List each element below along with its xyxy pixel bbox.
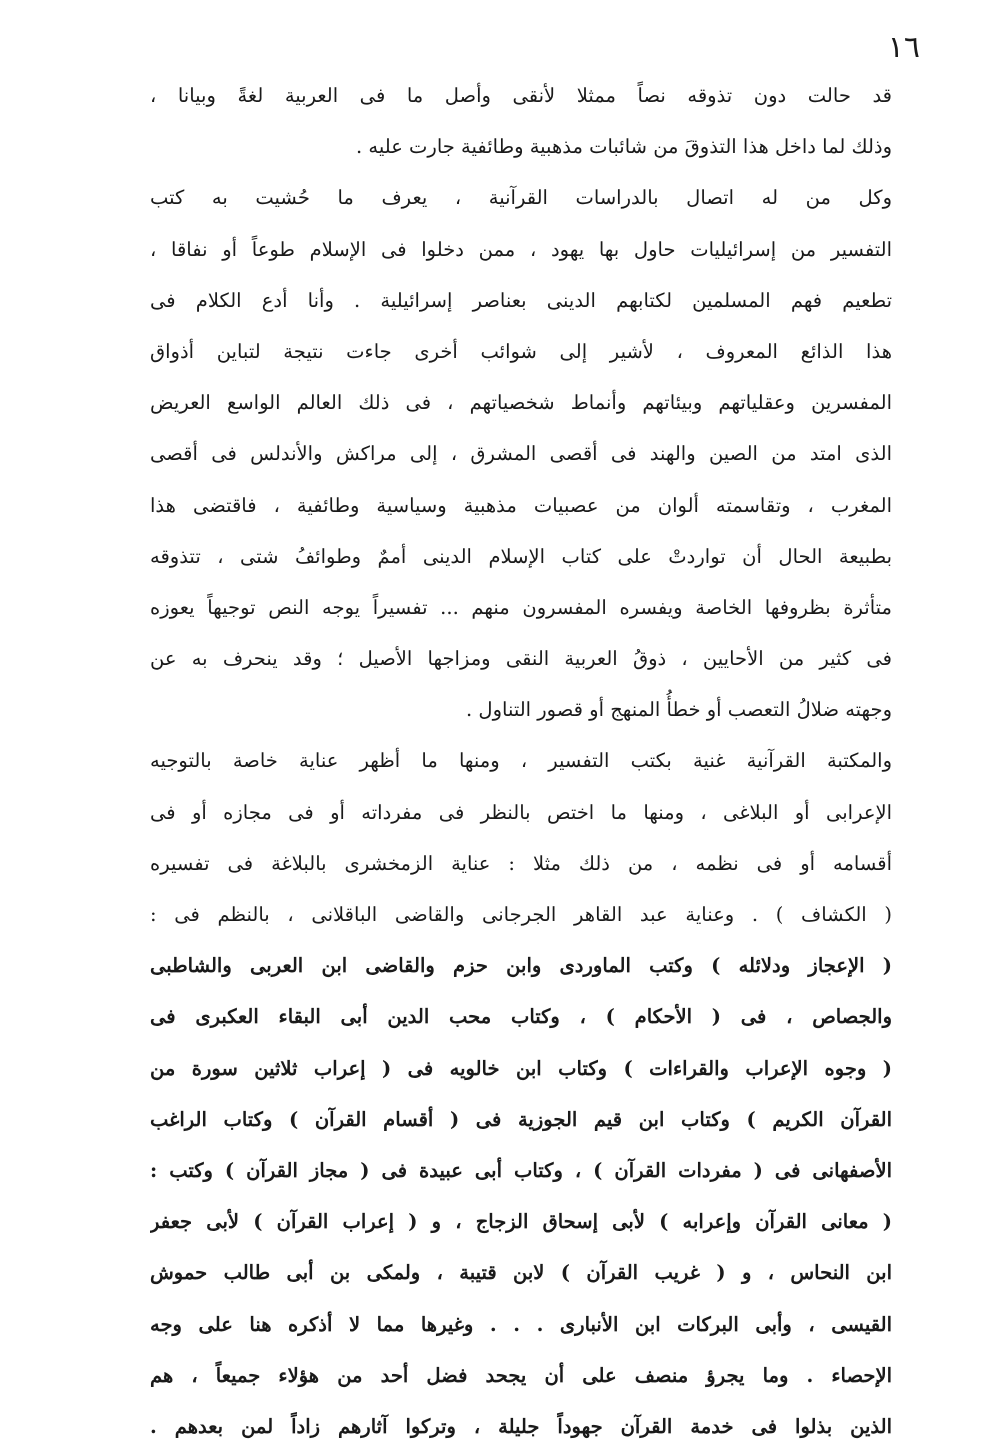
text-line: ( الإعجاز ودلائله ) وكتب الماوردى وابن حزم والقاضى ابن العربى والشاطبى — [150, 954, 892, 978]
text-line: والجصاص ، فى ( الأحكام ) ، وكتاب محب الدين أبى البقاء العكبرى فى — [150, 1005, 892, 1029]
text-line: وكل من له اتصال بالدراسات القرآنية ، يعرف ما حُشيت به كتب — [150, 186, 892, 210]
page-number: ١٦ — [887, 30, 920, 65]
text-line: ( وجوه الإعراب والقراءات ) وكتاب ابن خالويه فى ( إعراب ثلاثين سورة من — [150, 1056, 892, 1080]
text-line: التفسير من إسرائيليات حاول بها يهود ، ممن دخلوا فى الإسلام طوعاً أو نفاقا ، — [150, 237, 892, 261]
text-line: هذا الذائع المعروف ، لأشير إلى شوائب أخرى جاءت نتيجة لتباين أذواق — [150, 339, 892, 363]
text-line: وجهته ضلالُ التعصب أو خطأُ المنهج أو قصور التناول . — [466, 698, 892, 722]
text-line: تطعيم فهم المسلمين لكتابهم الدينى بعناصر إسرائيلية . وأنا أدع الكلام فى — [150, 288, 892, 312]
text-line: المفسرين وعقلياتهم وبيئاتهم وأنماط شخصياتهم ، فى ذلك العالم الواسع العريض — [150, 391, 892, 415]
text-line: الإحصاء . وما يجرؤ منصف على أن يجحد فضل أحد من هؤلاء جميعاً ، هم — [150, 1363, 892, 1387]
text-line: قد حالت دون تذوقه نصاً ممثلا لأنقى وأصل ما فى العربية لغةً وبيانا ، — [150, 84, 892, 107]
text-line: الذين بذلوا فى خدمة القرآن جهوداً جليلة ، وتركوا آثارهم زاداً لمن بعدهم . — [150, 1414, 892, 1438]
text-line: ( معانى القرآن وإعرابه ) لأبى إسحاق الزجاج ، و ( إعراب القرآن ) لأبى جعفر — [150, 1210, 892, 1234]
text-line: متأثرة بظروفها الخاصة ويفسره المفسرون منهم ... تفسيراً يوجه النص توجيهاً يعوزه — [150, 595, 892, 619]
body-text — [150, 70, 892, 1452]
text-line: بطبيعة الحال أن تواردتْ على كتاب الإسلام الدينى أممٌ وطوائفُ شتى ، تتذوقه — [150, 544, 892, 568]
text-line: وذلك لما داخل هذا التذوقَ من شائبات مذهبية وطائفية جارت عليه . — [356, 135, 892, 159]
text-line: الذى امتد من الصين والهند فى أقصى المشرق ، إلى مراكش والأندلس فى أقصى — [150, 442, 892, 466]
text-line: فى كثير من الأحايين ، ذوقُ العربية النقى ومزاجها الأصيل ؛ وقد ينحرف به عن — [150, 647, 892, 671]
text-line: القرآن الكريم ) وكتاب ابن قيم الجوزية فى ( أقسام القرآن ) وكتاب الراغب — [150, 1107, 892, 1131]
text-line: القيسى ، وأبى البركات ابن الأنبارى . . . وغيرها مما لا أذكره هنا على وجه — [150, 1312, 892, 1336]
text-line: ابن النحاس ، و ( غريب القرآن ) لابن قتيبة ، ولمكى بن أبى طالب حموش — [150, 1261, 892, 1285]
text-line: المغرب ، وتقاسمته ألوان من عصبيات مذهبية وسياسية وطائفية ، فاقتضى هذا — [150, 493, 892, 517]
text-line: الأصفهانى فى ( مفردات القرآن ) ، وكتاب أبى عبيدة فى ( مجاز القرآن ) وكتب : — [150, 1158, 892, 1182]
text-line: والمكتبة القرآنية غنية بكتب التفسير ، ومنها ما أظهر عناية خاصة بالتوجيه — [150, 749, 892, 773]
text-line: أقسامه أو فى نظمه ، من ذلك مثلا : عناية الزمخشرى بالبلاغة فى تفسيره — [150, 851, 892, 875]
text-line: ( الكشاف ) . وعناية عبد القاهر الجرجانى والقاضى الباقلانى ، بالنظم فى : — [150, 903, 892, 926]
text-line: الإعرابى أو البلاغى ، ومنها ما اختص بالنظر فى مفرداته أو فى مجازه أو فى — [150, 800, 892, 824]
